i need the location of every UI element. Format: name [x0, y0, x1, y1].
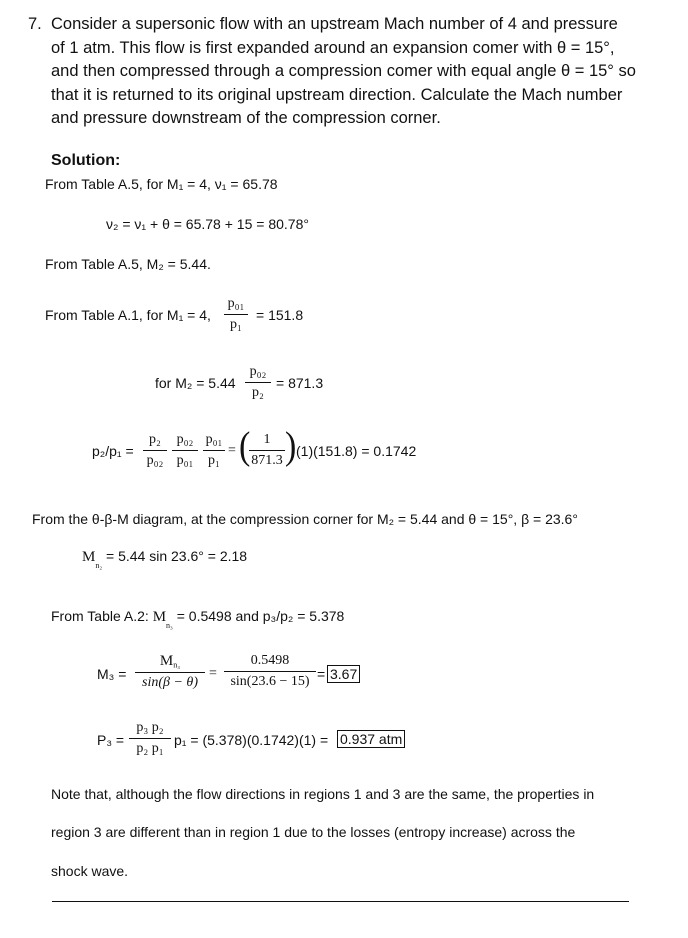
m3-num-subscript: n₃	[173, 660, 181, 670]
left-paren: (	[239, 425, 251, 468]
problem-line-5: and pressure downstream of the compression corner.	[51, 109, 441, 127]
problem-number: 7.	[28, 15, 42, 33]
step-m2-value: = 871.3	[276, 375, 324, 391]
fraction-1-over-871-3	[249, 432, 285, 469]
fraction-bar	[129, 738, 171, 739]
note-line-1: Note that, although the flow directions in regions 1 and 3 are the same, the properties in	[51, 786, 595, 802]
fraction-denominator: p₂	[252, 385, 264, 400]
m3-result-box: 3.67	[327, 665, 360, 683]
ratio-lhs: p₂/p₁ =	[92, 443, 134, 459]
table-a2-line	[51, 608, 345, 631]
mn3-symbol: M	[152, 609, 167, 625]
fraction-bar	[135, 672, 205, 673]
fraction-denominator: p₂ p₁	[136, 741, 164, 756]
solution-heading: Solution:	[51, 152, 121, 169]
fraction-bar	[224, 671, 316, 672]
step-table-a1-value: = 151.8	[256, 307, 304, 323]
fraction-p02-over-p01	[172, 432, 198, 469]
p3-lhs: P₃ =	[97, 732, 125, 748]
fraction-mn3-over-sin	[135, 653, 205, 691]
table-a2-rest: = 0.5498 and p₃/p₂ = 5.378	[176, 608, 345, 624]
table-a2-prefix: From Table A.2:	[51, 608, 149, 624]
mn2-subscript: n₂	[95, 561, 103, 571]
fraction-numerator: p₀₁	[205, 432, 223, 447]
ratio-result: (1)(151.8) = 0.1742	[296, 443, 417, 459]
fraction-bar	[203, 450, 225, 451]
problem-line-3: and then compressed through a compression comer with equal angle θ = 15° so	[51, 62, 636, 80]
fraction-numerator: p₂	[149, 432, 161, 447]
fraction-numerator: p₀₂	[249, 364, 267, 379]
tbm-diagram-line: From the θ-β-M diagram, at the compression corner for M₂ = 5.44 and θ = 15°, β = 23.6°	[32, 511, 578, 527]
fraction-denominator: p₀₁	[176, 453, 194, 468]
problem-line-4: that it is returned to its original upstream direction. Calculate the Mach number	[51, 86, 623, 104]
fraction-bar	[224, 314, 248, 315]
fraction-denominator: p₁	[230, 317, 242, 332]
step-table-a1-prefix: From Table A.1, for M₁ = 4,	[45, 307, 211, 323]
fraction-denominator: 871.3	[251, 453, 283, 468]
m3-equals: =	[209, 666, 217, 681]
p3-expression: p₁ = (5.378)(0.1742)(1) =	[174, 732, 329, 748]
fraction-denominator: sin(β − θ)	[142, 675, 198, 690]
fraction-p01-over-p1	[224, 296, 248, 333]
mn2-expression	[82, 548, 248, 571]
fraction-numerator: 1	[263, 432, 271, 447]
fraction-denominator: p₁	[208, 453, 220, 468]
fraction-p02-over-p2	[245, 364, 271, 401]
note-line-3: shock wave.	[51, 863, 129, 879]
m3-num-symbol: M	[159, 653, 174, 669]
fraction-bar	[249, 450, 285, 451]
fraction-numerator: 0.5498	[250, 653, 290, 668]
fraction-denominator: sin(23.6 − 15)	[230, 674, 310, 689]
fraction-numerator: p₃ p₂	[136, 720, 164, 735]
fraction-numerator	[135, 653, 205, 670]
fraction-p01-over-p1	[203, 432, 225, 469]
step-table-a5-nu1: From Table A.5, for M₁ = 4, ν₁ = 65.78	[45, 176, 278, 192]
fraction-bar	[245, 382, 271, 383]
p3-result-box: 0.937 atm	[337, 730, 405, 748]
fraction-value-over-sin	[224, 653, 316, 690]
fraction-denominator: p₀₂	[146, 453, 164, 468]
bottom-divider	[52, 901, 629, 902]
fraction-bar	[143, 450, 167, 451]
mn2-symbol: M	[82, 549, 96, 565]
mn2-value: = 5.44 sin 23.6° = 2.18	[106, 548, 248, 564]
note-line-2: region 3 are different than in region 1 due to the losses (entropy increase) across the	[51, 824, 576, 840]
fraction-bar	[172, 450, 198, 451]
step-nu2: ν₂ = ν₁ + θ = 65.78 + 15 = 80.78°	[106, 216, 309, 232]
right-paren: )	[285, 425, 297, 468]
m3-equals-2: =	[317, 666, 326, 682]
fraction-p3p2-over-p2p1	[129, 720, 171, 757]
mn3-subscript: n₃	[166, 621, 173, 631]
step-m2-prefix: for M₂ = 5.44	[155, 375, 236, 391]
step-m2: From Table A.5, M₂ = 5.44.	[45, 256, 211, 272]
fraction-numerator: p₀₂	[176, 432, 194, 447]
fraction-numerator: p₀₁	[227, 296, 245, 311]
problem-line-1: Consider a supersonic flow with an upstream Mach number of 4 and pressure	[51, 15, 618, 33]
fraction-p2-over-p02	[143, 432, 167, 469]
ratio-equals: =	[228, 443, 236, 458]
problem-line-2: of 1 atm. This flow is first expanded around an expansion comer with θ = 15°,	[51, 39, 615, 57]
m3-lhs: M₃ =	[97, 666, 127, 682]
